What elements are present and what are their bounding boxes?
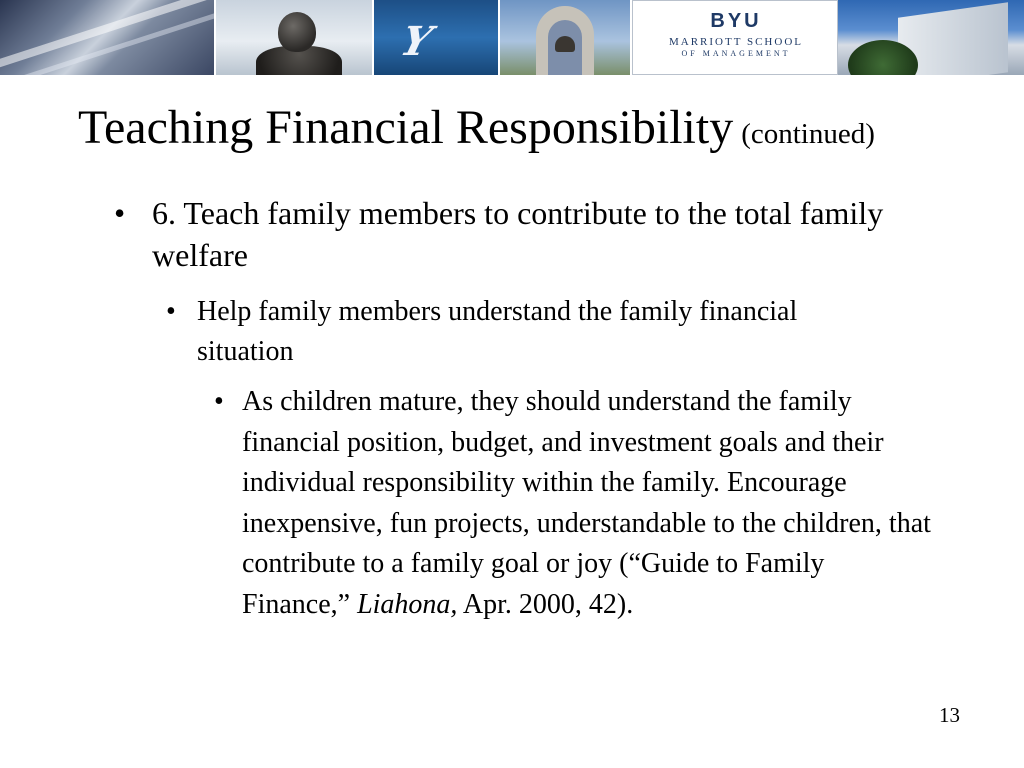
slide-title — [78, 100, 998, 155]
y-logo-mark: Y — [395, 18, 437, 65]
banner-photo-statue — [216, 0, 374, 75]
banner-photo-campus — [838, 0, 1024, 75]
logo-school-name: MARRIOTT SCHOOL — [668, 36, 803, 48]
bullet-level2-text: Help family members understand the family financial situation — [197, 296, 798, 367]
bullet-marker: • — [114, 195, 126, 231]
citation-date: Apr. 2000, 42). — [457, 588, 634, 620]
logo-school-subtitle: OF MANAGEMENT — [681, 49, 791, 58]
bell-icon — [555, 36, 575, 52]
banner-photo-y-mountain — [374, 0, 500, 75]
citation-source: Liahona, — [357, 588, 458, 620]
logo-wordmark: BYU — [710, 10, 762, 32]
byu-marriott-logo — [632, 0, 838, 75]
header-banner — [0, 0, 1024, 75]
slide-title-suffix: (continued) — [741, 118, 875, 150]
bullet-marker: • — [166, 296, 176, 327]
slide-title-main: Teaching Financial Responsibility — [78, 101, 734, 154]
bullet-level2 — [166, 292, 846, 372]
bullet-level3-text — [242, 382, 934, 626]
bullet-level3-body: As children mature, they should understand the family financial position, budget, and investment goals and their individual responsibility within the family. Encourage inexpensive, fun projects, understandable to the children, that contribute to a family goal or joy (“Guide to Family Finance,” — [242, 386, 931, 620]
bullet-marker: • — [214, 386, 224, 417]
banner-photo-building — [0, 0, 216, 75]
bullet-level3 — [214, 382, 934, 626]
page-number: 13 — [939, 703, 960, 727]
bullet-level1 — [114, 192, 914, 276]
banner-photo-bell-tower — [500, 0, 632, 75]
bullet-level1-text: 6. Teach family members to contribute to the total family welfare — [152, 195, 884, 273]
